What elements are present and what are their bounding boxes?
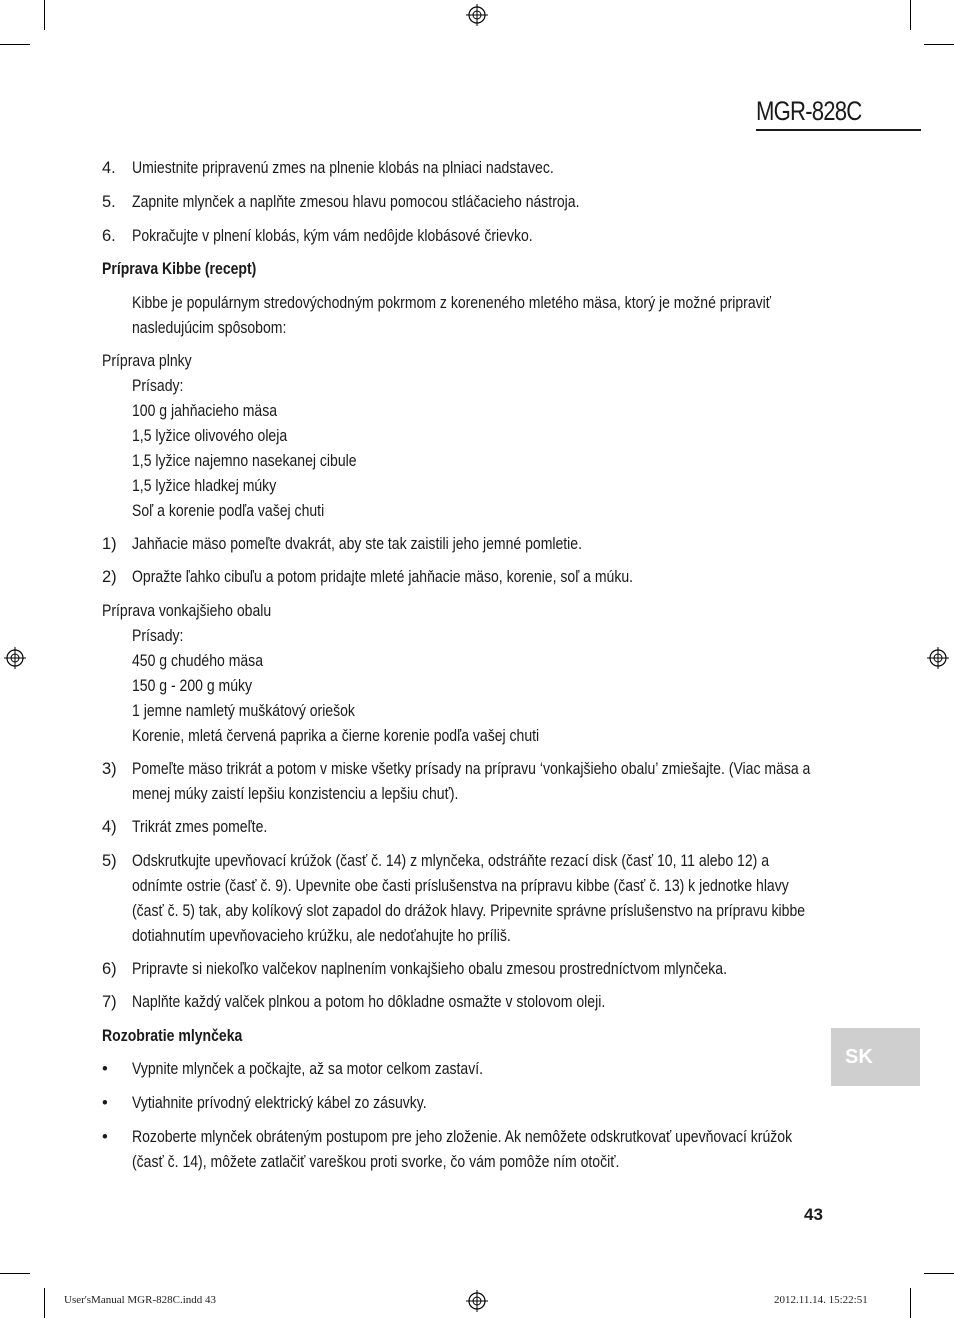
bullet-text: Rozoberte mlynček obráteným postupom pre jeho zloženie. Ak nemôžete odskrutkovať upevňovací krúžok (132, 1128, 793, 1146)
crop-mark (924, 44, 954, 45)
crop-mark (910, 1288, 911, 1318)
step-number: 4. (102, 159, 116, 177)
section-heading: Rozobratie mlynčeka (102, 1027, 243, 1045)
footer-timestamp: 2012.11.14. 15:22:51 (774, 1294, 868, 1306)
step-text: Opražte ľahko cibuľu a potom pridajte mleté jahňacie mäso, korenie, soľ a múku. (132, 568, 634, 586)
bullet: • (102, 1128, 108, 1146)
ingredient: 100 g jahňacieho mäsa (132, 402, 278, 420)
step-number: 6) (102, 960, 117, 978)
step-text: menej múky zaistí lepšiu konzistenciu a lepšiu chuť). (132, 785, 459, 803)
bullet-text: Vytiahnite prívodný elektrický kábel zo zásuvky. (132, 1094, 427, 1112)
step-text: Odskrutkujte upevňovací krúžok (časť č. 14) z mlynčeka, odstráňte rezací disk (časť 10, 11 alebo 12) a (132, 852, 770, 870)
page-number: 43 (804, 1205, 823, 1224)
crop-mark (0, 1273, 30, 1274)
ingredient: 1,5 lyžice olivového oleja (132, 427, 288, 445)
bullet: • (102, 1060, 108, 1078)
subsection-title: Príprava vonkajšieho obalu (102, 602, 272, 620)
ingredients-label: Prísady: (132, 377, 184, 395)
ingredient: 1,5 lyžice najemno nasekanej cibule (132, 452, 357, 470)
step-text: Pripravte si niekoľko valčekov naplnením vonkajšieho obalu zmesou prostredníctvom mlynčeka. (132, 960, 727, 978)
step-number: 4) (102, 818, 117, 836)
crop-mark (910, 0, 911, 30)
step-number: 1) (102, 535, 117, 553)
bullet-text: Vypnite mlynček a počkajte, až sa motor celkom zastaví. (132, 1060, 484, 1078)
step-text: Pomeľte mäso trikrát a potom v miske všetky prísady na prípravu ‘vonkajšieho obalu’ zmiešajte. (Viac mäsa a (132, 760, 811, 778)
crop-mark (44, 0, 45, 30)
step-number: 3) (102, 760, 117, 778)
ingredient: 1,5 lyžice hladkej múky (132, 477, 277, 495)
bullet: • (102, 1094, 108, 1112)
step-number: 7) (102, 993, 117, 1011)
ingredient: 450 g chudého mäsa (132, 652, 264, 670)
step-text: dotiahnutím upevňovacieho krúžku, ale nedoťahujte ho príliš. (132, 927, 511, 945)
step-number: 5) (102, 852, 117, 870)
bullet-text: (časť č. 14), môžete zatlačiť vareškou proti svorke, čo vám pomôže ním otočiť. (132, 1153, 620, 1171)
registration-mark-icon (466, 1290, 488, 1312)
step-text: Naplňte každý valček plnkou a potom ho dôkladne osmažte v stolovom oleji. (132, 993, 606, 1011)
step-number: 6. (102, 227, 116, 245)
model-title: MGR-828C (756, 96, 862, 126)
subsection-title: Príprava plnky (102, 352, 192, 370)
language-tab-label: SK (845, 1046, 873, 1068)
step-number: 2) (102, 568, 117, 586)
step-text: odnímte ostrie (časť č. 9). Upevnite obe časti príslušenstva na prípravu kibbe (časť č. 13) k jednotke hlavy (132, 877, 789, 895)
step-text: (časť č. 5) tak, aby kolíkový slot zapadol do drážok hlavy. Pripevnite správne príslušenstvo na prípravu kibbe (132, 902, 806, 920)
step-text: Zapnite mlynček a naplňte zmesou hlavu pomocou stláčacieho nástroja. (132, 193, 580, 211)
ingredient: 150 g - 200 g múky (132, 677, 253, 695)
title-underline (756, 129, 921, 131)
step-text: Umiestnite pripravenú zmes na plnenie klobás na plniaci nadstavec. (132, 159, 554, 177)
step-text: Pokračujte v plnení klobás, kým vám nedôjde klobásové črievko. (132, 227, 533, 245)
ingredient: Soľ a korenie podľa vašej chuti (132, 502, 325, 520)
crop-mark (924, 1273, 954, 1274)
ingredient: 1 jemne namletý muškátový oriešok (132, 702, 355, 720)
language-tab (831, 1028, 920, 1086)
step-number: 5. (102, 193, 116, 211)
section-heading: Príprava Kibbe (recept) (102, 260, 257, 278)
registration-mark-icon (927, 647, 949, 669)
registration-mark-icon (4, 647, 26, 669)
ingredient: Korenie, mletá červená paprika a čierne korenie podľa vašej chuti (132, 727, 540, 745)
footer-filename: User'sManual MGR-828C.indd 43 (64, 1294, 217, 1306)
step-text: Jahňacie mäso pomeľte dvakrát, aby ste tak zaistili jeho jemné pomletie. (132, 535, 583, 553)
crop-mark (44, 1288, 45, 1318)
step-text: Trikrát zmes pomeľte. (132, 818, 268, 836)
crop-mark (0, 44, 30, 45)
registration-mark-icon (466, 4, 488, 26)
ingredients-label: Prísady: (132, 627, 184, 645)
